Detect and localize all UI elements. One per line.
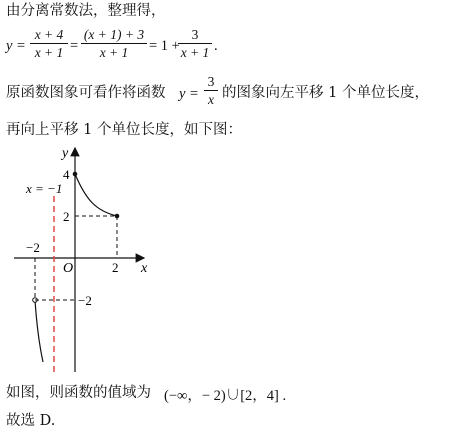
reference-fraction-denominator: x [208, 92, 214, 107]
curve-left-branch [35, 300, 43, 362]
equation-lhs: y = [6, 38, 26, 54]
fraction-3-denominator: x + 1 [180, 45, 210, 60]
reference-fraction-numerator: 3 [207, 74, 215, 89]
y-axis-label: y [62, 146, 69, 161]
curve-right-branch [75, 174, 117, 216]
point-0-4 [73, 172, 78, 177]
reference-function-lhs: y = [179, 86, 199, 102]
transform-text-b: 的图象向左平移 1 个单位长度， [222, 85, 429, 101]
equals-one-plus: = 1 + [149, 38, 180, 54]
tick-label-xneg2: −2 [26, 240, 40, 255]
intro-text: 由分离常数法，整理得， [6, 3, 166, 19]
fraction-1-denominator: x + 1 [34, 45, 64, 60]
asymptote-label: x = −1 [26, 181, 63, 196]
transform-text-c: 再向上平移 1 个单位长度，如下图： [6, 122, 242, 138]
tick-label-yneg2: −2 [78, 293, 92, 308]
tick-label-x2: 2 [112, 260, 119, 275]
range-value: (−∞，− 2)∪[2，4] . [164, 388, 287, 404]
fraction-2-numerator: (x + 1) + 3 [83, 27, 145, 42]
equals-sign-1: = [70, 38, 79, 54]
transform-text-a: 原函数图象可看作将函数 [6, 85, 166, 101]
fraction-1-numerator: x + 4 [34, 27, 64, 42]
tick-label-y4: 4 [63, 167, 70, 182]
origin-label: O [63, 261, 74, 276]
tick-label-y2: 2 [63, 209, 70, 224]
fraction-3-numerator: 3 [191, 27, 199, 42]
equation-period: . [214, 38, 218, 54]
range-text: 如图，则函数的值域为 [6, 385, 151, 401]
x-axis-label: x [141, 261, 148, 276]
answer-text: 故选 D. [6, 413, 56, 429]
fraction-2-denominator: x + 1 [99, 45, 129, 60]
